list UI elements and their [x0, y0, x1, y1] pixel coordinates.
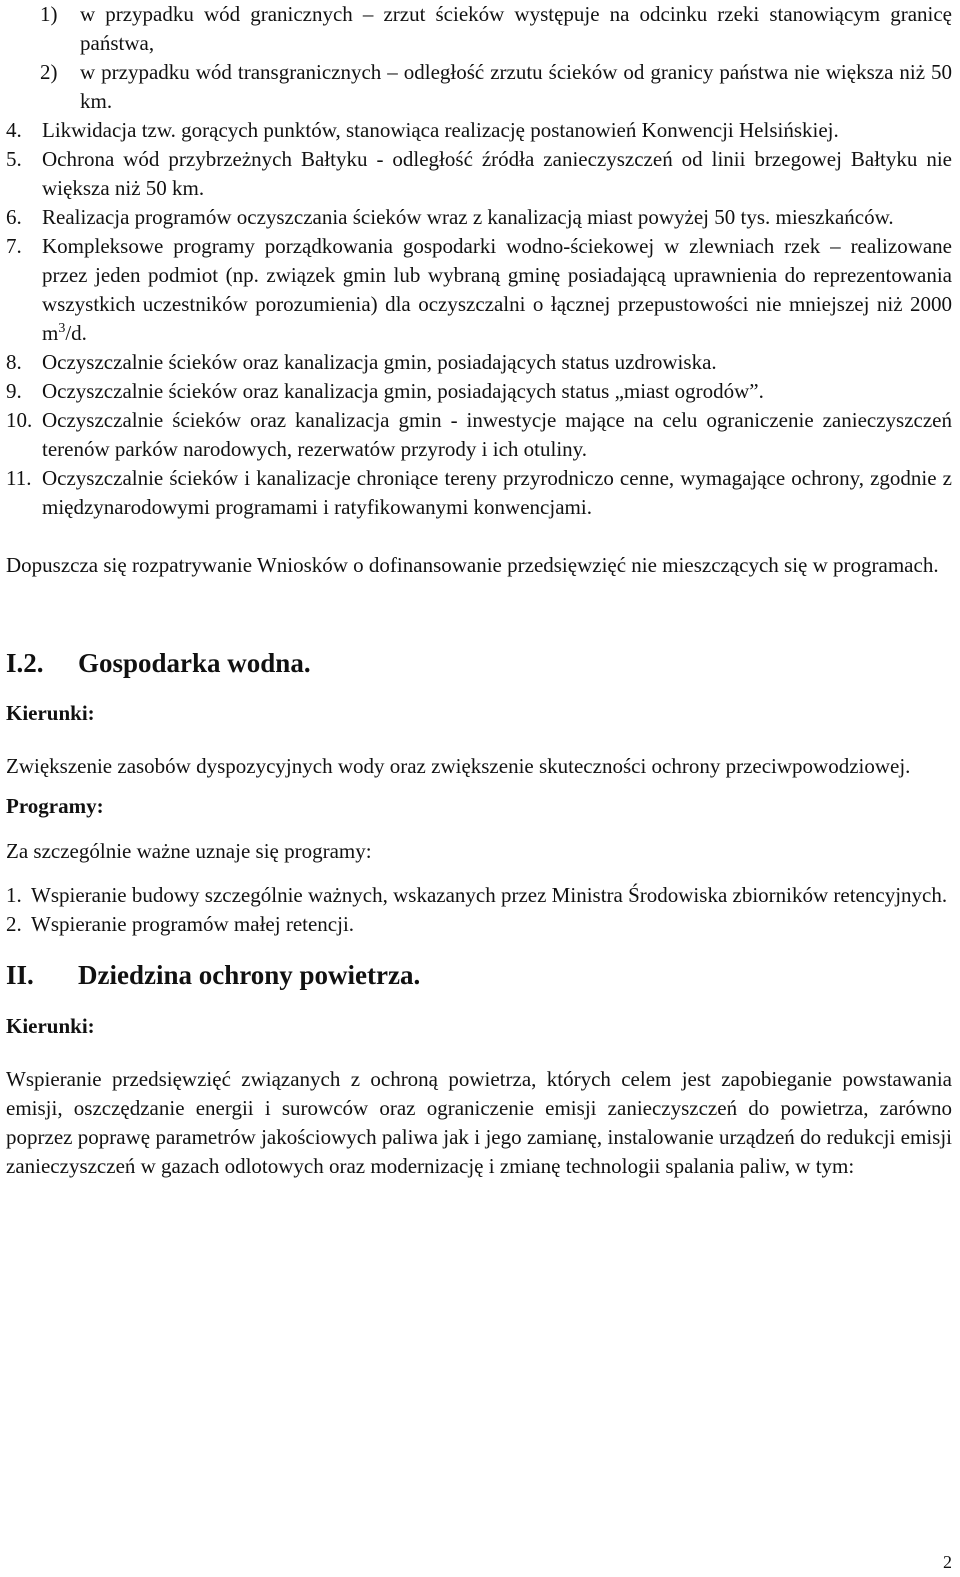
sub-list: [6, 0, 952, 116]
list-item-number: 11.: [6, 466, 32, 490]
superscript: 3: [58, 321, 66, 336]
list-item-text: Oczyszczalnie ścieków oraz kanalizacja gmin, posiadających status „miast ogrodów”.: [42, 379, 764, 403]
list-item-number: 10.: [6, 408, 33, 432]
list-item-number: 4.: [6, 118, 22, 142]
page-number: 2: [943, 1552, 952, 1572]
program-list: [6, 881, 952, 939]
list-item-number: 8.: [6, 350, 22, 374]
list-item-number: 5.: [6, 147, 22, 171]
section-number: II.: [6, 960, 34, 990]
sub-item: [6, 58, 952, 116]
kierunki-label: Kierunki:: [6, 1014, 95, 1038]
list-item-number: 2.: [6, 912, 22, 936]
list-item-text: Wspieranie programów małej retencji.: [31, 912, 355, 936]
list-item-number: 9.: [6, 379, 22, 403]
kierunki-paragraph: Wspieranie przedsięwzięć związanych z ochroną powietrza, których celem jest zapobieganie powstawania emisji, oszczędzanie energii i surowców oraz ograniczenie emisji zanieczyszczeń do powietrza, zarówno poprzez poprawę parametrów jakościowych paliwa jak i jego zamianę, instalowanie urządzeń do redukcji emisji zanieczyszczeń w gazach odlotowych oraz modernizację i zmianę technologii spalania paliw, w tym:: [6, 1067, 952, 1178]
list-item: [6, 232, 952, 348]
list-item: [6, 377, 952, 406]
sub-item-number: 2): [40, 60, 58, 84]
list-item-text: Ochrona wód przybrzeżnych Bałtyku - odległość źródła zanieczyszczeń od linii brzegowej Bałtyku nie większa niż 50 km.: [42, 147, 952, 200]
list-item-text: Realizacja programów oczyszczania ścieków wraz z kanalizacją miast powyżej 50 tys. mieszkańców.: [42, 205, 894, 229]
list-item-text: Oczyszczalnie ścieków i kanalizacje chroniące tereny przyrodniczo cenne, wymagające ochrony, zgodnie z międzynarodowymi programami i ratyfikowanymi konwencjami.: [42, 466, 952, 519]
kierunki-label: Kierunki:: [6, 701, 95, 725]
list-item: [6, 881, 952, 910]
section-title: Gospodarka wodna.: [78, 648, 311, 678]
section-number: I.2.: [6, 648, 44, 678]
programy-intro: Za szczególnie ważne uznaje się programy:: [6, 839, 372, 863]
list-item-text: Likwidacja tzw. gorących punktów, stanowiąca realizację postanowień Konwencji Helsińskiej.: [42, 118, 839, 142]
list-item-number: 6.: [6, 205, 22, 229]
document-page: [6, 0, 952, 1181]
sub-item: [6, 0, 952, 58]
numbered-list: [6, 116, 952, 522]
list-item-text: Oczyszczalnie ścieków oraz kanalizacja gmin, posiadających status uzdrowiska.: [42, 350, 717, 374]
sub-item-text: w przypadku wód granicznych – zrzut ścieków występuje na odcinku rzeki stanowiącym granicę państwa,: [80, 2, 952, 55]
sub-item-number: 1): [40, 2, 58, 26]
list-item-text: Oczyszczalnie ścieków oraz kanalizacja gmin - inwestycje mające na celu ograniczenie zanieczyszczeń terenów parków narodowych, rezerwatów przyrody i ich otuliny.: [42, 408, 952, 461]
list-item: [6, 406, 952, 464]
list-item: [6, 464, 952, 522]
list-item: [6, 910, 952, 939]
list-item-number: 7.: [6, 234, 22, 258]
kierunki-paragraph: Zwiększenie zasobów dyspozycyjnych wody oraz zwiększenie skuteczności ochrony przeciwpowodziowej.: [6, 754, 911, 778]
list-item: [6, 116, 952, 145]
list-item-tail: /d.: [65, 321, 87, 345]
admissibility-paragraph: Dopuszcza się rozpatrywanie Wniosków o dofinansowanie przedsięwzięć nie mieszczących się w programach.: [6, 553, 939, 577]
list-item: [6, 348, 952, 377]
list-item: [6, 145, 952, 203]
list-item: [6, 203, 952, 232]
section-heading: [6, 647, 952, 679]
section-title: Dziedzina ochrony powietrza.: [78, 960, 421, 990]
list-item-text: Kompleksowe programy porządkowania gospodarki wodno-ściekowej w zlewniach rzek – realizowane przez jeden podmiot (np. związek gmin lub wybraną gminę posiadającą uprawnienia do reprezentowania wszystkich uczestników porozumienia) dla oczyszczalni o łącznej przepustowości nie mniejszej niż 2000 m: [42, 234, 952, 345]
section-heading: [6, 959, 952, 991]
sub-item-text: w przypadku wód transgranicznych – odległość zrzutu ścieków od granicy państwa nie większa niż 50 km.: [80, 60, 952, 113]
list-item-number: 1.: [6, 883, 22, 907]
list-item-text: Wspieranie budowy szczególnie ważnych, wskazanych przez Ministra Środowiska zbiorników retencyjnych.: [31, 883, 948, 907]
programy-label: Programy:: [6, 794, 104, 818]
